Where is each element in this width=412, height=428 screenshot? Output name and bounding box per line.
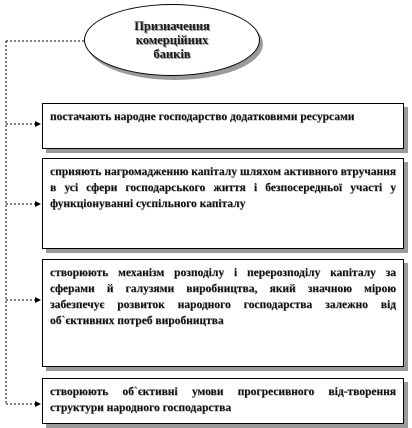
function-text-4: створюють об`єктивні умови прогресивного від-творення структури народного господарства (50, 386, 396, 414)
function-text-3: створюють механізм розподілу і перерозподілу капіталу за сферами й галузями виробництва, який значною мірою забезпечує розвиток народного господарства залежно від об`єктивних потреб виробництва (50, 267, 396, 327)
function-text-1: постачають народне господарство додатковими ресурсами (50, 111, 355, 123)
function-box-2 (42, 158, 404, 249)
title-ellipse (84, 4, 260, 76)
function-box-1 (42, 103, 404, 149)
function-text-2: сприяють нагромадженню капіталу шляхом активного втручання в усі сфери господарського життя і безпосередньої участі у функціонуванні суспільного капіталу (50, 166, 397, 210)
function-box-4 (42, 378, 404, 424)
diagram-title: Призначення комерційних банків (134, 19, 210, 61)
function-box-3 (42, 259, 404, 367)
